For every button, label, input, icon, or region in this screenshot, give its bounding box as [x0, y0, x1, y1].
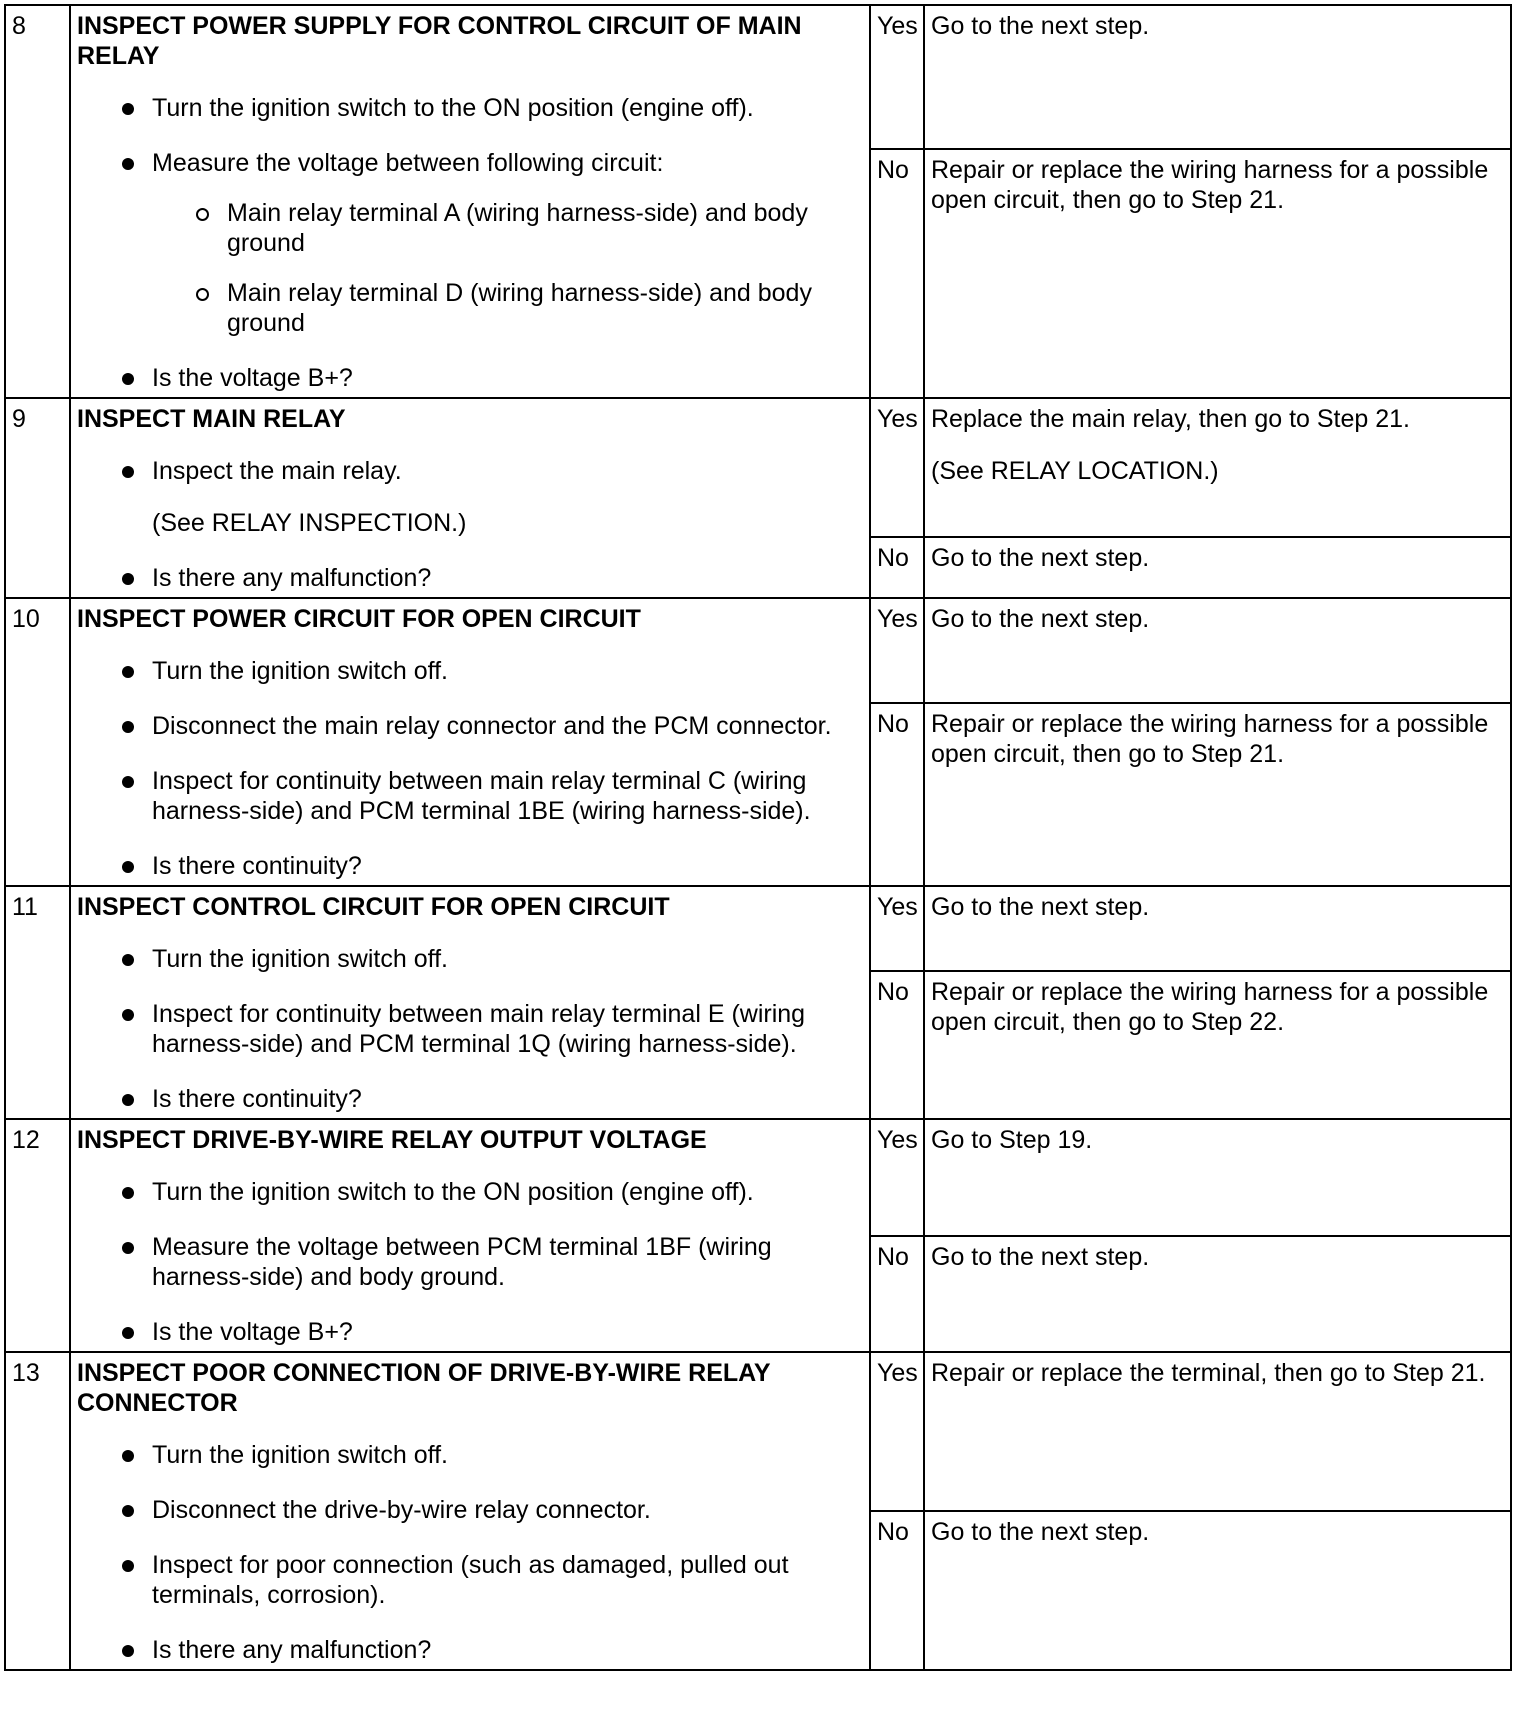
step-number: 13	[5, 1352, 70, 1670]
step-row	[5, 598, 1511, 703]
action-item: Is there any malfunction?	[152, 1635, 863, 1665]
yes-action: Go to the next step.	[924, 886, 1511, 971]
action-item: Inspect for continuity between main relay terminal C (wiring harness-side) and PCM terminal 1BE (wiring harness-side).	[152, 766, 863, 826]
no-label: No	[870, 971, 924, 1119]
yes-label: Yes	[870, 598, 924, 703]
no-label: No	[870, 149, 924, 398]
no-action: Go to the next step.	[924, 1236, 1511, 1353]
yes-action: Replace the main relay, then go to Step 21.	[931, 405, 1411, 433]
step-title: INSPECT DRIVE-BY-WIRE RELAY OUTPUT VOLTAGE	[77, 1126, 707, 1154]
step-title: INSPECT MAIN RELAY	[77, 405, 346, 433]
step-number: 8	[5, 5, 70, 398]
no-label: No	[870, 703, 924, 886]
step-row	[5, 1352, 1511, 1511]
sub-action-item: Main relay terminal A (wiring harness-side) and body ground	[227, 198, 863, 258]
step-number: 9	[5, 398, 70, 598]
action-item: Disconnect the main relay connector and the PCM connector.	[152, 711, 863, 741]
yes-action: Go to the next step.	[924, 598, 1511, 703]
step-row	[5, 886, 1511, 971]
step-title: INSPECT POWER SUPPLY FOR CONTROL CIRCUIT OF MAIN RELAY	[77, 12, 802, 70]
step-number: 10	[5, 598, 70, 886]
sub-action-item: Main relay terminal D (wiring harness-side) and body ground	[227, 278, 863, 338]
action-item: Disconnect the drive-by-wire relay connector.	[152, 1495, 863, 1525]
action-item: Turn the ignition switch off.	[152, 944, 863, 974]
step-title: INSPECT POOR CONNECTION OF DRIVE-BY-WIRE RELAY CONNECTOR	[77, 1359, 771, 1417]
no-label: No	[870, 1511, 924, 1670]
no-action: Repair or replace the wiring harness for a possible open circuit, then go to Step 22.	[924, 971, 1511, 1119]
no-label: No	[870, 537, 924, 598]
yes-label: Yes	[870, 5, 924, 149]
reference-note: (See RELAY INSPECTION.)	[152, 509, 467, 537]
action-item: Is there any malfunction?	[152, 563, 863, 593]
step-title: INSPECT CONTROL CIRCUIT FOR OPEN CIRCUIT	[77, 893, 670, 921]
action-item: Inspect for continuity between main relay terminal E (wiring harness-side) and PCM terminal 1Q (wiring harness-side).	[152, 999, 863, 1059]
action-list	[77, 456, 863, 593]
action-item: Inspect for poor connection (such as damaged, pulled out terminals, corrosion).	[152, 1550, 863, 1610]
no-action: Repair or replace the wiring harness for a possible open circuit, then go to Step 21.	[924, 703, 1511, 886]
step-action-cell	[70, 398, 870, 598]
procedure-sheet	[4, 4, 1512, 1671]
action-item: Turn the ignition switch off.	[152, 656, 863, 686]
step-action-cell	[70, 886, 870, 1119]
action-item	[152, 148, 863, 338]
no-action: Repair or replace the wiring harness for a possible open circuit, then go to Step 21.	[924, 149, 1511, 398]
action-item: Turn the ignition switch to the ON position (engine off).	[152, 1177, 863, 1207]
action-item: Turn the ignition switch off.	[152, 1440, 863, 1470]
yes-action: Go to the next step.	[924, 5, 1511, 149]
yes-label: Yes	[870, 886, 924, 971]
action-item: Is there continuity?	[152, 1084, 863, 1114]
action-item	[152, 456, 863, 538]
action-list	[77, 93, 863, 393]
step-number: 12	[5, 1119, 70, 1352]
step-action-cell	[70, 5, 870, 398]
action-item: Is the voltage B+?	[152, 1317, 863, 1347]
yes-label: Yes	[870, 398, 924, 537]
yes-action-cell	[924, 398, 1511, 537]
step-action-cell	[70, 598, 870, 886]
yes-action: Repair or replace the terminal, then go to Step 21.	[924, 1352, 1511, 1511]
action-list	[77, 1177, 863, 1347]
no-label: No	[870, 1236, 924, 1353]
action-item: Is there continuity?	[152, 851, 863, 881]
action-item: Is the voltage B+?	[152, 363, 863, 393]
yes-reference: (See RELAY LOCATION.)	[931, 457, 1219, 485]
action-list	[77, 656, 863, 881]
step-action-cell	[70, 1352, 870, 1670]
step-title: INSPECT POWER CIRCUIT FOR OPEN CIRCUIT	[77, 605, 641, 633]
yes-action: Go to Step 19.	[924, 1119, 1511, 1236]
action-item: Measure the voltage between PCM terminal 1BF (wiring harness-side) and body ground.	[152, 1232, 863, 1292]
step-row	[5, 5, 1511, 149]
yes-label: Yes	[870, 1119, 924, 1236]
action-list	[77, 944, 863, 1114]
step-row	[5, 1119, 1511, 1236]
step-row	[5, 398, 1511, 537]
step-action-cell	[70, 1119, 870, 1352]
sub-action-list	[152, 198, 863, 338]
action-item: Turn the ignition switch to the ON position (engine off).	[152, 93, 863, 123]
step-number: 11	[5, 886, 70, 1119]
diagnostic-procedure-table	[4, 4, 1512, 1671]
action-text: Measure the voltage between following circuit:	[152, 149, 664, 177]
no-action: Go to the next step.	[924, 537, 1511, 598]
yes-label: Yes	[870, 1352, 924, 1511]
no-action: Go to the next step.	[924, 1511, 1511, 1670]
action-text: Inspect the main relay.	[152, 457, 402, 485]
action-list	[77, 1440, 863, 1665]
